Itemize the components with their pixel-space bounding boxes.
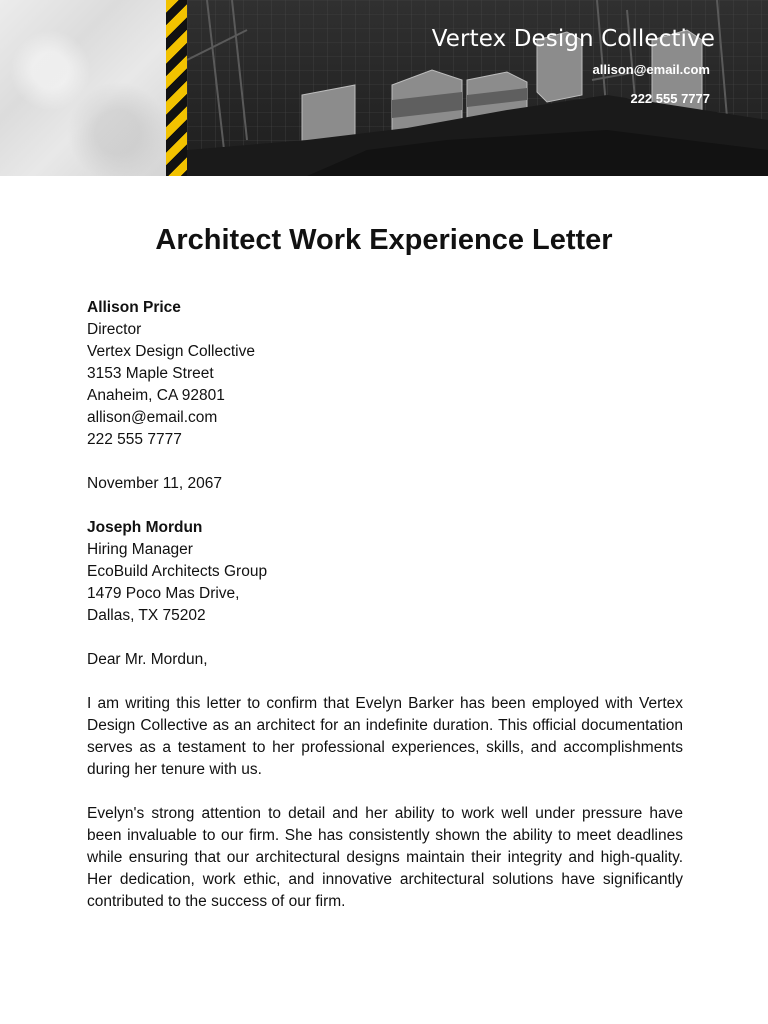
sender-email: allison@email.com bbox=[87, 409, 218, 426]
body-paragraph-2: Evelyn's strong attention to detail and her ability to work well under pressure have been invaluable to our firm. She has consistently shown the ability to meet deadlines while ensuring that our architectural designs maintain their integrity and high-quality. Her dedication, work ethic, and innovative architectural solutions have significantly contributed to the success of our firm. bbox=[87, 805, 683, 910]
recipient-block bbox=[87, 517, 683, 627]
sender-street: 3153 Maple Street bbox=[87, 365, 214, 382]
body-paragraph-1: I am writing this letter to confirm that Evelyn Barker has been employed with Vertex Design Collective as an architect for an indefinite duration. This official documentation serves as a testament to her professional experiences, skills, and accomplishments during her tenure with us. bbox=[87, 695, 683, 778]
letter-body bbox=[87, 297, 683, 913]
recipient-name: Joseph Mordun bbox=[87, 519, 203, 536]
header-phone: 222 555 7777 bbox=[630, 91, 710, 106]
header-email: allison@email.com bbox=[592, 62, 710, 77]
recipient-city: Dallas, TX 75202 bbox=[87, 607, 206, 624]
recipient-position: Hiring Manager bbox=[87, 541, 193, 558]
sender-company: Vertex Design Collective bbox=[87, 343, 255, 360]
hazard-stripe bbox=[166, 0, 187, 176]
sender-phone: 222 555 7777 bbox=[87, 431, 182, 448]
sender-name: Allison Price bbox=[87, 299, 181, 316]
letterhead-banner bbox=[0, 0, 768, 176]
company-name: Vertex Design Collective bbox=[431, 26, 715, 52]
concrete-texture-panel bbox=[0, 0, 168, 176]
salutation: Dear Mr. Mordun, bbox=[87, 651, 208, 668]
sender-city: Anaheim, CA 92801 bbox=[87, 387, 225, 404]
page-title: Architect Work Experience Letter bbox=[155, 224, 613, 256]
recipient-street: 1479 Poco Mas Drive, bbox=[87, 585, 240, 602]
recipient-company: EcoBuild Architects Group bbox=[87, 563, 268, 580]
sender-position: Director bbox=[87, 321, 142, 338]
letter-date: November 11, 2067 bbox=[87, 475, 222, 492]
sender-block bbox=[87, 297, 683, 451]
